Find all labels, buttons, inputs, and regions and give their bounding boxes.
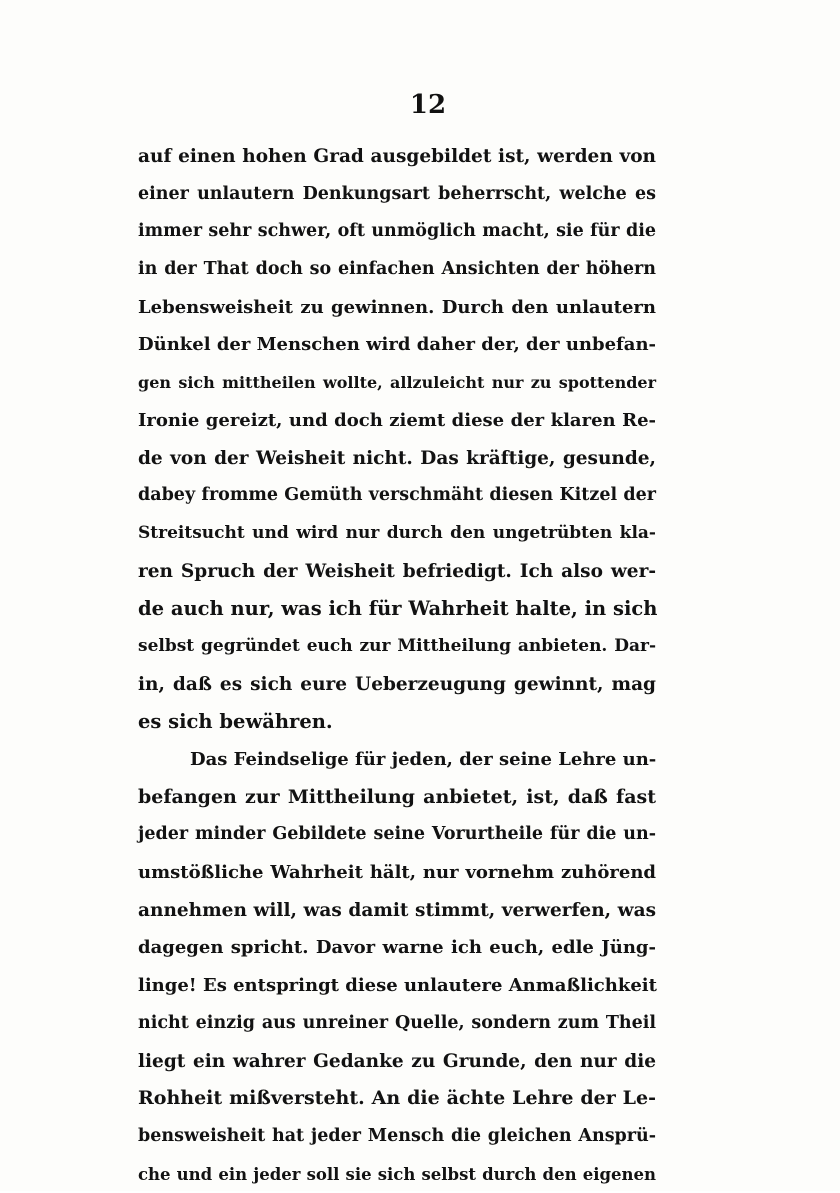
text-line: de von der Weisheit nicht. Das kräftige, gesunde, (138, 447, 656, 469)
text-line: bensweisheit hat jeder Mensch die gleichen Ansprü- (138, 1125, 656, 1146)
text-line: liegt ein wahrer Gedanke zu Grunde, den nur die (138, 1050, 656, 1072)
text-line: ren Spruch der Weisheit befriedigt. Ich also wer- (138, 560, 656, 582)
text-line: Streitsucht und wird nur durch den ungetrübten kla- (138, 522, 656, 543)
text-line: Lebensweisheit zu gewinnen. Durch den unlautern (138, 296, 656, 318)
text-line: linge! Es entspringt diese unlautere Anmaßlichkeit (138, 975, 657, 997)
text-line: de auch nur, was ich für Wahrheit halte, in sich (138, 597, 658, 621)
text-line: in der That doch so einfachen Ansichten der höhern (138, 259, 656, 280)
text-line: dabey fromme Gemüth verschmäht diesen Kitzel der (138, 485, 656, 506)
text-line: annehmen will, was damit stimmt, verwerfen, was (138, 899, 656, 921)
text-line: Das Feindselige für jeden, der seine Lehre un- (190, 749, 657, 770)
body-text (138, 138, 656, 1193)
text-line: einer unlautern Denkungsart beherrscht, welche es (138, 183, 656, 204)
text-line: immer sehr schwer, oft unmöglich macht, sie für die (138, 221, 656, 242)
text-line: dagegen spricht. Davor warne ich euch, edle Jüng- (138, 937, 656, 959)
text-line: nicht einzig aus unreiner Quelle, sondern zum Theil (138, 1012, 656, 1033)
text-line: gen sich mittheilen wollte, allzuleicht nur zu spottender (138, 373, 656, 393)
text-line: jeder minder Gebildete seine Vorurtheile für die un- (138, 824, 656, 845)
text-line: in, daß es sich eure Ueberzeugung gewinnt, mag (138, 673, 656, 695)
text-line: befangen zur Mittheilung anbietet, ist, daß fast (138, 785, 656, 808)
text-line: Ironie gereizt, und doch ziemt diese der klaren Re- (138, 409, 656, 431)
page-number: 12 (409, 90, 447, 120)
text-line: che und ein jeder soll sie sich selbst durch den eigenen (138, 1164, 656, 1184)
text-line: umstößliche Wahrheit hält, nur vornehm zuhörend (138, 862, 656, 884)
text-line: Dünkel der Menschen wird daher der, der unbefan- (138, 334, 656, 356)
paragraph (138, 138, 656, 741)
paragraph (138, 741, 656, 1193)
text-line: Rohheit mißversteht. An die ächte Lehre der Le- (138, 1087, 656, 1110)
text-line: auf einen hohen Grad ausgebildet ist, werden von (138, 146, 656, 167)
text-line: selbst gegründet euch zur Mittheilung anbieten. Dar- (138, 635, 656, 656)
text-line: es sich bewähren. (138, 710, 333, 734)
